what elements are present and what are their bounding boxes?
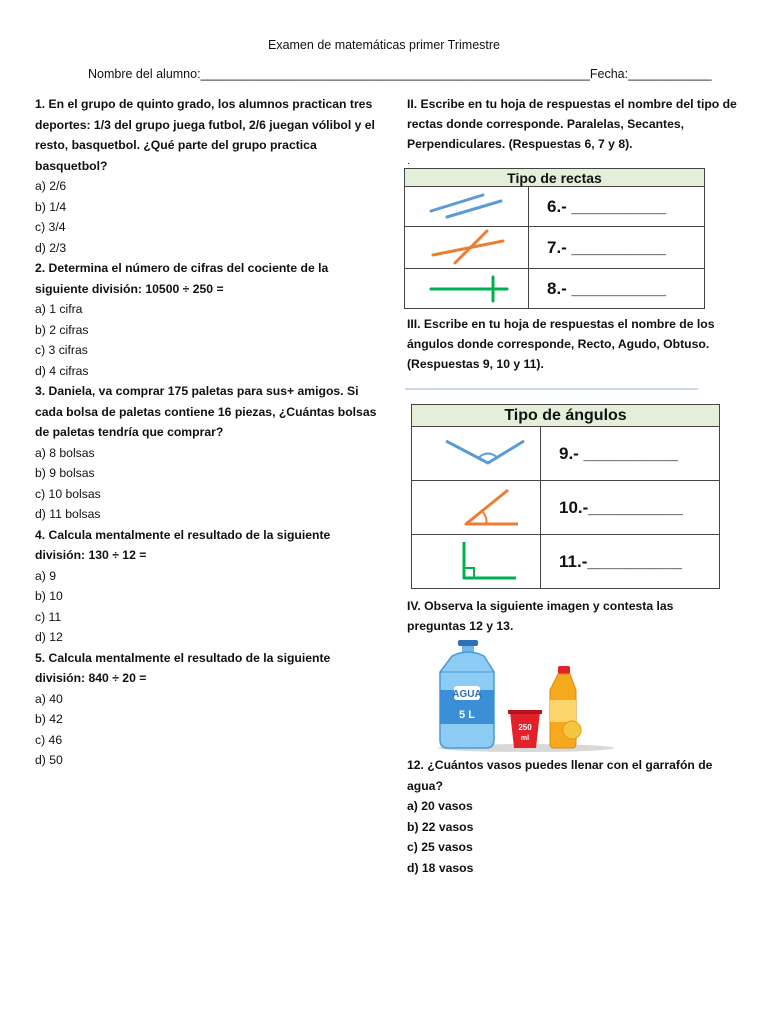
question-2 (35, 258, 380, 381)
option: c) 3/4 (35, 220, 66, 234)
question-5 (35, 648, 380, 771)
name-label: Nombre del alumno: (88, 67, 201, 81)
left-questions (35, 94, 380, 771)
option: a) 8 bolsas (35, 445, 95, 460)
answer-9: 9.- __________ (541, 427, 720, 481)
question-text: 3. Daniela, va comprar 175 paletas para sus+ amigos. Si cada bolsa de paletas contiene 16 piezas, ¿Cuántas bolsas de paletas tendría que comprar? (35, 384, 377, 439)
water-bottle-icon (440, 640, 494, 748)
section-3-instructions: III. Escribe en tu hoja de respuestas el nombre de los ángulos donde corresponde, Recto, Agudo, Obtuso. (Respuestas 9, 10 y 11). (407, 317, 715, 371)
section-4-instructions: IV. Observa la siguiente imagen y contesta las preguntas 12 y 13. (407, 599, 674, 633)
right-angle-icon (426, 536, 526, 584)
cup-volume: 250 (518, 723, 532, 732)
option: c) 3 cifras (35, 343, 88, 357)
option: d) 4 cifras (35, 363, 89, 378)
table-row (405, 269, 705, 309)
answer-11: 11.-__________ (541, 535, 720, 589)
stray-dot: . (407, 156, 410, 167)
table-row (405, 227, 705, 269)
answer-7: 7.- __________ (529, 227, 705, 269)
student-info-row (88, 67, 712, 81)
option: a) 9 (35, 568, 57, 583)
angles-table (411, 404, 720, 589)
question-text: 4. Calcula mentalmente el resultado de la siguiente división: 130 ÷ 12 = (35, 527, 331, 562)
secant-lines-icon (417, 227, 517, 265)
option: c) 46 (35, 732, 63, 747)
answer-6: 6.- __________ (529, 187, 705, 227)
option: d) 12 (35, 630, 63, 644)
option: c) 10 bolsas (35, 486, 101, 501)
table-row (412, 481, 720, 535)
answer-8: 8.- __________ (529, 269, 705, 309)
question-text: 5. Calcula mentalmente el resultado de la siguiente división: 840 ÷ 20 = (35, 650, 331, 685)
question-4 (35, 525, 380, 648)
option: d) 18 vasos (407, 860, 474, 875)
parallel-lines-icon (417, 187, 517, 223)
question-1 (35, 94, 380, 258)
angles-table-title: Tipo de ángulos (412, 405, 720, 427)
section-2-instructions: II. Escribe en tu hoja de respuestas el nombre del tipo de rectas donde corresponde. Paralelas, Secantes, Perpendiculares. (Respuestas 6, 7 y 8). (407, 97, 737, 151)
option: b) 42 (35, 712, 63, 726)
option: b) 9 bolsas (35, 466, 95, 480)
lines-table-title: Tipo de rectas (405, 169, 705, 187)
lines-table (404, 168, 705, 309)
name-blank: ________________________________________________________ (200, 67, 590, 81)
option: b) 22 vasos (407, 819, 474, 834)
perpendicular-lines-icon (417, 269, 517, 305)
question-3 (35, 381, 380, 525)
date-label: Fecha: (589, 67, 629, 81)
bottle-volume: 5 L (459, 709, 475, 721)
option: a) 40 (35, 691, 63, 706)
question-text: 2. Determina el número de cifras del cociente de la siguiente división: 10500 ÷ 250 = (35, 261, 329, 296)
option: a) 1 cifra (35, 302, 83, 316)
option: a) 2/6 (35, 179, 67, 193)
red-cup-icon (508, 710, 542, 748)
option: d) 50 (35, 753, 63, 767)
exam-title: Examen de matemáticas primer Trimestre (267, 38, 500, 52)
option: c) 25 vasos (407, 840, 473, 854)
divider-line (405, 388, 698, 390)
cup-unit: ml (520, 735, 530, 742)
obtuse-angle-icon (426, 429, 526, 475)
table-row (412, 427, 720, 481)
table-row (405, 187, 705, 227)
option: b) 1/4 (35, 199, 67, 214)
bottle-label: AGUA (452, 689, 482, 700)
option: b) 2 cifras (35, 322, 89, 337)
acute-angle-icon (426, 482, 526, 530)
table-row (412, 535, 720, 589)
water-and-juice-illustration (436, 638, 616, 754)
option: b) 10 (35, 589, 63, 603)
juice-bottle-icon (550, 666, 581, 748)
question-text: 1. En el grupo de quinto grado, los alumnos practican tres deportes: 1/3 del grupo juega futbol, 2/6 juegan vólibol y el resto, basquetbol. ¿Qué parte del grupo practica basquetbol? (35, 97, 375, 173)
option: d) 11 bolsas (35, 507, 101, 521)
option: d) 2/3 (35, 240, 67, 255)
question-text: 12. ¿Cuántos vasos puedes llenar con el garrafón de agua? (407, 758, 713, 793)
option: c) 11 (35, 609, 62, 624)
question-12 (407, 755, 727, 878)
answer-10: 10.-__________ (541, 481, 720, 535)
option: a) 20 vasos (407, 799, 473, 813)
date-blank: ____________ (628, 67, 712, 81)
